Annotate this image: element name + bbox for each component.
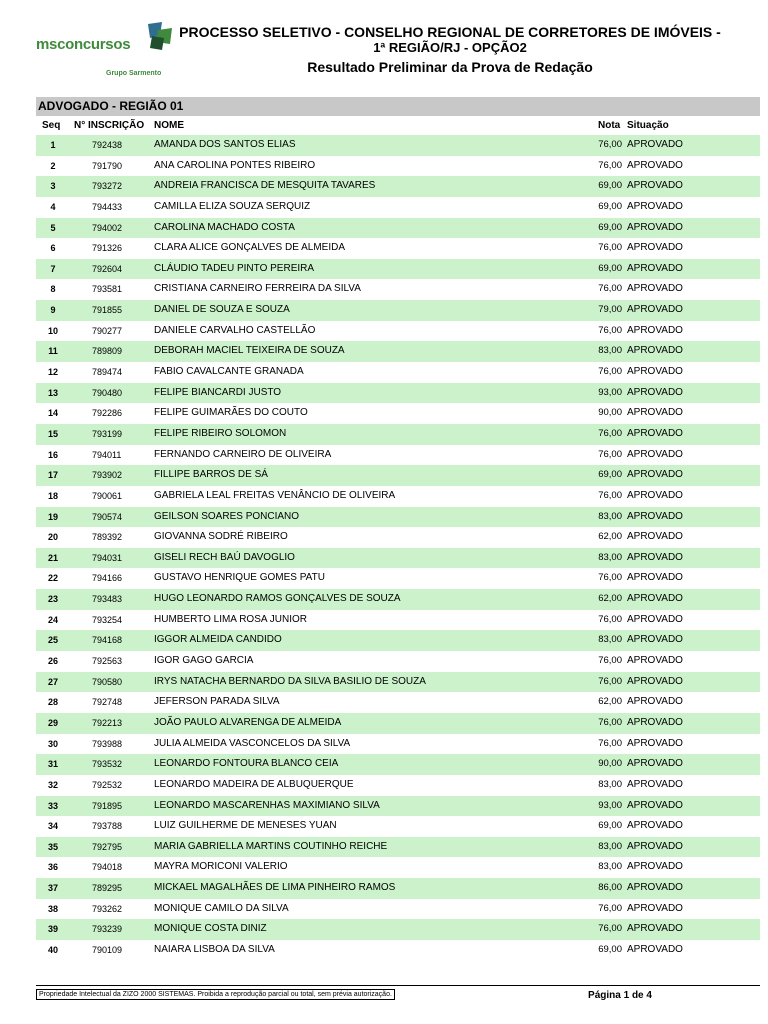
table-header — [36, 117, 760, 134]
results-table — [36, 135, 760, 961]
row-nome: GUSTAVO HENRIQUE GOMES PATU — [154, 572, 325, 584]
table-row — [36, 734, 760, 755]
row-nome: LUIZ GUILHERME DE MENESES YUAN — [154, 820, 337, 832]
row-situacao: APROVADO — [627, 696, 683, 708]
row-situacao: APROVADO — [627, 262, 683, 274]
row-nota: 86,00 — [598, 882, 622, 894]
row-inscricao: 792438 — [92, 140, 123, 150]
row-nota: 76,00 — [598, 489, 622, 501]
table-row — [36, 300, 760, 321]
table-row — [36, 630, 760, 651]
table-row — [36, 383, 760, 404]
row-situacao: APROVADO — [627, 427, 683, 439]
row-seq: 3 — [50, 181, 56, 192]
table-row — [36, 527, 760, 548]
row-inscricao: 794031 — [92, 552, 123, 563]
row-inscricao: 791895 — [92, 800, 123, 811]
table-row — [36, 775, 760, 796]
row-situacao: APROVADO — [627, 242, 683, 254]
row-nota: 93,00 — [598, 386, 622, 398]
row-seq: 4 — [50, 201, 56, 212]
row-situacao: APROVADO — [627, 799, 683, 811]
row-inscricao: 793788 — [92, 821, 123, 832]
row-inscricao: 789392 — [92, 532, 123, 543]
row-situacao: APROVADO — [627, 593, 683, 605]
row-seq: 9 — [50, 305, 56, 316]
row-inscricao: 792213 — [92, 717, 123, 728]
row-nome: MONIQUE CAMILO DA SILVA — [154, 902, 289, 914]
row-seq: 8 — [50, 284, 56, 295]
row-situacao: APROVADO — [627, 613, 683, 625]
table-row — [36, 754, 760, 775]
row-situacao: APROVADO — [627, 448, 683, 460]
table-row — [36, 135, 760, 156]
table-row — [36, 568, 760, 589]
row-nota: 76,00 — [598, 675, 622, 687]
row-inscricao: 792532 — [92, 779, 123, 790]
row-nome: FELIPE GUIMARÃES DO COUTO — [154, 407, 308, 419]
row-nota: 69,00 — [598, 262, 622, 274]
table-row — [36, 651, 760, 672]
row-nome: DANIELE CARVALHO CASTELLÃO — [154, 324, 316, 336]
row-situacao: APROVADO — [627, 510, 683, 522]
row-nota: 76,00 — [598, 159, 622, 171]
row-nota: 90,00 — [598, 407, 622, 419]
row-inscricao: 792563 — [92, 656, 123, 667]
row-inscricao: 792795 — [92, 841, 123, 852]
table-row — [36, 589, 760, 610]
row-seq: 26 — [47, 656, 58, 667]
row-inscricao: 793254 — [92, 614, 123, 625]
row-seq: 38 — [47, 903, 58, 914]
row-nota: 76,00 — [598, 448, 622, 460]
row-nota: 83,00 — [598, 778, 622, 790]
table-row — [36, 424, 760, 445]
row-inscricao: 789474 — [92, 367, 123, 378]
footer-disclaimer: Propriedade Intelectual da ZIZO 2000 SISTEMAS. Proibida a reprodução parcial ou total, sem prévia autorização. — [36, 989, 395, 1000]
row-situacao: APROVADO — [627, 943, 683, 955]
row-nota: 76,00 — [598, 923, 622, 935]
row-inscricao: 793532 — [92, 759, 123, 770]
table-row — [36, 857, 760, 878]
column-header-nota: Nota — [598, 120, 621, 131]
row-seq: 13 — [47, 387, 58, 398]
column-header-inscricao: N° INSCRIÇÃO — [74, 120, 145, 131]
row-situacao: APROVADO — [627, 655, 683, 667]
row-inscricao: 790061 — [92, 490, 123, 501]
row-nome: DEBORAH MACIEL TEIXEIRA DE SOUZA — [154, 345, 345, 357]
row-nota: 69,00 — [598, 180, 622, 192]
row-nome: IGOR GAGO GARCIA — [154, 655, 254, 667]
row-inscricao: 793483 — [92, 594, 123, 605]
row-inscricao: 793988 — [92, 738, 123, 749]
table-row — [36, 548, 760, 569]
row-seq: 39 — [47, 924, 58, 935]
table-row — [36, 362, 760, 383]
row-nome: CRISTIANA CARNEIRO FERREIRA DA SILVA — [154, 283, 361, 295]
row-nota: 76,00 — [598, 242, 622, 254]
row-seq: 30 — [47, 738, 58, 749]
row-nome: CLARA ALICE GONÇALVES DE ALMEIDA — [154, 242, 345, 254]
row-seq: 21 — [47, 552, 58, 563]
table-row — [36, 321, 760, 342]
page-title-line1: PROCESSO SELETIVO - CONSELHO REGIONAL DE CORRETORES DE IMÓVEIS - — [179, 24, 721, 40]
row-situacao: APROVADO — [627, 531, 683, 543]
row-situacao: APROVADO — [627, 737, 683, 749]
row-situacao: APROVADO — [627, 386, 683, 398]
row-situacao: APROVADO — [627, 345, 683, 357]
row-nome: GIOVANNA SODRÉ RIBEIRO — [154, 531, 288, 543]
row-inscricao: 793239 — [92, 924, 123, 935]
row-situacao: APROVADO — [627, 283, 683, 295]
row-situacao: APROVADO — [627, 407, 683, 419]
row-inscricao: 792286 — [92, 408, 123, 419]
row-inscricao: 794166 — [92, 573, 123, 584]
row-seq: 11 — [48, 346, 58, 357]
table-row — [36, 218, 760, 239]
row-nota: 76,00 — [598, 572, 622, 584]
table-row — [36, 403, 760, 424]
row-seq: 33 — [47, 800, 58, 811]
table-row — [36, 238, 760, 259]
row-inscricao: 793902 — [92, 470, 123, 481]
row-nome: AMANDA DOS SANTOS ELIAS — [154, 139, 296, 150]
section-header: ADVOGADO - REGIÃO 01 — [36, 97, 760, 116]
row-inscricao: 792748 — [92, 697, 123, 708]
row-situacao: APROVADO — [627, 180, 683, 192]
page-subtitle: Resultado Preliminar da Prova de Redação — [307, 59, 593, 75]
row-inscricao: 794168 — [92, 635, 123, 646]
row-nome: GEILSON SOARES PONCIANO — [154, 510, 300, 522]
row-situacao: APROVADO — [627, 675, 683, 687]
row-nota: 76,00 — [598, 283, 622, 295]
row-nota: 69,00 — [598, 943, 622, 955]
row-inscricao: 794002 — [92, 222, 123, 233]
row-nota: 76,00 — [598, 655, 622, 667]
table-row — [36, 507, 760, 528]
table-row — [36, 259, 760, 280]
table-row — [36, 672, 760, 693]
row-nome: GABRIELA LEAL FREITAS VENÂNCIO DE OLIVEIRA — [154, 489, 396, 501]
row-inscricao: 793262 — [92, 903, 123, 914]
table-row — [36, 465, 760, 486]
row-situacao: APROVADO — [627, 551, 683, 563]
row-inscricao: 790277 — [92, 325, 123, 336]
column-header-nome: NOME — [154, 120, 184, 131]
row-nome: DANIEL DE SOUZA E SOUZA — [154, 304, 290, 316]
row-seq: 32 — [47, 779, 58, 790]
row-seq: 27 — [47, 676, 58, 687]
logo-text: msconcursos — [36, 36, 131, 53]
row-situacao: APROVADO — [627, 139, 683, 150]
row-nota: 83,00 — [598, 861, 622, 873]
row-inscricao: 791790 — [92, 160, 123, 171]
row-seq: 29 — [47, 717, 58, 728]
row-seq: 16 — [47, 449, 58, 460]
row-situacao: APROVADO — [627, 861, 683, 873]
row-situacao: APROVADO — [627, 778, 683, 790]
row-inscricao: 789295 — [92, 883, 123, 894]
table-row — [36, 899, 760, 920]
row-inscricao: 790580 — [92, 676, 123, 687]
row-situacao: APROVADO — [627, 221, 683, 233]
row-inscricao: 789809 — [92, 346, 123, 357]
table-row — [36, 279, 760, 300]
row-nota: 62,00 — [598, 593, 622, 605]
row-inscricao: 793199 — [92, 428, 123, 439]
row-situacao: APROVADO — [627, 324, 683, 336]
row-seq: 2 — [50, 160, 56, 171]
row-seq: 23 — [47, 594, 58, 605]
table-row — [36, 919, 760, 940]
row-nota: 83,00 — [598, 551, 622, 563]
row-seq: 6 — [50, 243, 56, 254]
row-inscricao: 794011 — [92, 449, 122, 460]
row-seq: 17 — [47, 470, 58, 481]
row-situacao: APROVADO — [627, 882, 683, 894]
row-seq: 37 — [47, 883, 58, 894]
row-situacao: APROVADO — [627, 716, 683, 728]
logo-subtitle: Grupo Sarmento — [106, 70, 162, 77]
row-nota: 69,00 — [598, 200, 622, 212]
row-seq: 7 — [50, 263, 56, 274]
table-row — [36, 445, 760, 466]
row-nome: NAIARA LISBOA DA SILVA — [154, 943, 275, 955]
page-number: Página 1 de 4 — [588, 990, 652, 1001]
row-situacao: APROVADO — [627, 469, 683, 481]
footer-divider — [36, 985, 760, 986]
row-nome: GISELI RECH BAÚ DAVOGLIO — [154, 551, 295, 563]
row-nome: FERNANDO CARNEIRO DE OLIVEIRA — [154, 448, 332, 460]
row-seq: 34 — [47, 821, 58, 832]
row-nota: 76,00 — [598, 613, 622, 625]
row-seq: 40 — [47, 944, 58, 955]
row-nome: MAYRA MORICONI VALERIO — [154, 861, 288, 873]
row-inscricao: 792604 — [92, 263, 123, 274]
row-inscricao: 794018 — [92, 862, 123, 873]
row-nota: 76,00 — [598, 324, 622, 336]
row-nota: 62,00 — [598, 531, 622, 543]
row-nota: 69,00 — [598, 221, 622, 233]
row-nome: LEONARDO MASCARENHAS MAXIMIANO SILVA — [154, 799, 380, 811]
row-situacao: APROVADO — [627, 758, 683, 770]
row-inscricao: 791855 — [92, 305, 123, 316]
row-nome: JEFERSON PARADA SILVA — [154, 696, 280, 708]
row-nome: JULIA ALMEIDA VASCONCELOS DA SILVA — [154, 737, 351, 749]
table-row — [36, 878, 760, 899]
row-nota: 83,00 — [598, 510, 622, 522]
row-nome: ANA CAROLINA PONTES RIBEIRO — [154, 159, 316, 171]
row-nome: MICKAEL MAGALHÃES DE LIMA PINHEIRO RAMOS — [154, 882, 396, 894]
row-nome: LEONARDO FONTOURA BLANCO CEIA — [154, 758, 339, 770]
row-seq: 14 — [47, 408, 58, 419]
column-header-seq: Seq — [42, 120, 61, 131]
row-nota: 93,00 — [598, 799, 622, 811]
row-seq: 10 — [47, 325, 58, 336]
row-seq: 31 — [47, 759, 58, 770]
row-nota: 69,00 — [598, 469, 622, 481]
row-situacao: APROVADO — [627, 200, 683, 212]
row-nota: 76,00 — [598, 139, 622, 150]
row-seq: 19 — [47, 511, 58, 522]
row-nome: CAMILLA ELIZA SOUZA SERQUIZ — [154, 200, 311, 212]
row-seq: 1 — [50, 140, 56, 150]
table-row — [36, 341, 760, 362]
row-nome: MONIQUE COSTA DINIZ — [154, 923, 267, 935]
row-nome: MARIA GABRIELLA MARTINS COUTINHO REICHE — [154, 840, 388, 852]
row-inscricao: 791326 — [92, 243, 123, 254]
row-seq: 18 — [47, 490, 58, 501]
row-nome: FELIPE RIBEIRO SOLOMON — [154, 427, 287, 439]
row-seq: 36 — [47, 862, 58, 873]
table-row — [36, 197, 760, 218]
row-nota: 69,00 — [598, 820, 622, 832]
row-inscricao: 793581 — [92, 284, 123, 295]
row-seq: 35 — [47, 841, 58, 852]
table-row — [36, 837, 760, 858]
row-seq: 28 — [47, 697, 58, 708]
row-nota: 83,00 — [598, 345, 622, 357]
row-nota: 76,00 — [598, 366, 622, 378]
row-nota: 90,00 — [598, 758, 622, 770]
row-situacao: APROVADO — [627, 923, 683, 935]
row-situacao: APROVADO — [627, 634, 683, 646]
row-inscricao: 790480 — [92, 387, 123, 398]
row-situacao: APROVADO — [627, 304, 683, 316]
row-nota: 76,00 — [598, 427, 622, 439]
table-row — [36, 692, 760, 713]
row-nota: 76,00 — [598, 716, 622, 728]
row-seq: 5 — [50, 222, 56, 233]
row-nome: CAROLINA MACHADO COSTA — [154, 221, 295, 233]
row-nome: FELIPE BIANCARDI JUSTO — [154, 386, 282, 398]
row-seq: 15 — [47, 428, 58, 439]
row-situacao: APROVADO — [627, 159, 683, 171]
row-situacao: APROVADO — [627, 902, 683, 914]
row-inscricao: 793272 — [92, 181, 123, 192]
row-inscricao: 790109 — [92, 944, 123, 955]
table-row — [36, 176, 760, 197]
column-header-situacao: Situação — [627, 120, 669, 131]
row-nota: 62,00 — [598, 696, 622, 708]
row-seq: 20 — [47, 532, 58, 543]
table-row — [36, 816, 760, 837]
row-nota: 76,00 — [598, 737, 622, 749]
row-inscricao: 790574 — [92, 511, 123, 522]
table-row — [36, 486, 760, 507]
row-nome: HUGO LEONARDO RAMOS GONÇALVES DE SOUZA — [154, 593, 401, 605]
row-nome: IGGOR ALMEIDA CANDIDO — [154, 634, 282, 646]
logo — [36, 20, 166, 84]
row-nome: ANDREIA FRANCISCA DE MESQUITA TAVARES — [154, 180, 376, 192]
table-row — [36, 713, 760, 734]
row-inscricao: 794433 — [92, 201, 123, 212]
row-nome: HUMBERTO LIMA ROSA JUNIOR — [154, 613, 307, 625]
table-row — [36, 610, 760, 631]
row-situacao: APROVADO — [627, 366, 683, 378]
row-nome: LEONARDO MADEIRA DE ALBUQUERQUE — [154, 778, 354, 790]
row-seq: 12 — [47, 367, 58, 378]
row-situacao: APROVADO — [627, 820, 683, 832]
row-nome: FILLIPE BARROS DE SÁ — [154, 469, 268, 481]
table-row — [36, 796, 760, 817]
page-title-line2: 1ª REGIÃO/RJ - OPÇÃO2 — [373, 40, 527, 55]
table-row — [36, 940, 760, 961]
row-nome: IRYS NATACHA BERNARDO DA SILVA BASILIO DE SOUZA — [154, 675, 426, 687]
row-nome: JOÃO PAULO ALVARENGA DE ALMEIDA — [154, 716, 342, 728]
row-situacao: APROVADO — [627, 840, 683, 852]
row-situacao: APROVADO — [627, 489, 683, 501]
row-nota: 83,00 — [598, 840, 622, 852]
row-nome: FABIO CAVALCANTE GRANADA — [154, 366, 304, 378]
row-nota: 79,00 — [598, 304, 622, 316]
row-seq: 25 — [47, 635, 58, 646]
row-seq: 24 — [47, 614, 58, 625]
row-nome: CLÁUDIO TADEU PINTO PEREIRA — [154, 262, 315, 274]
row-nota: 83,00 — [598, 634, 622, 646]
row-seq: 22 — [47, 573, 58, 584]
row-situacao: APROVADO — [627, 572, 683, 584]
row-nota: 76,00 — [598, 902, 622, 914]
table-row — [36, 156, 760, 177]
